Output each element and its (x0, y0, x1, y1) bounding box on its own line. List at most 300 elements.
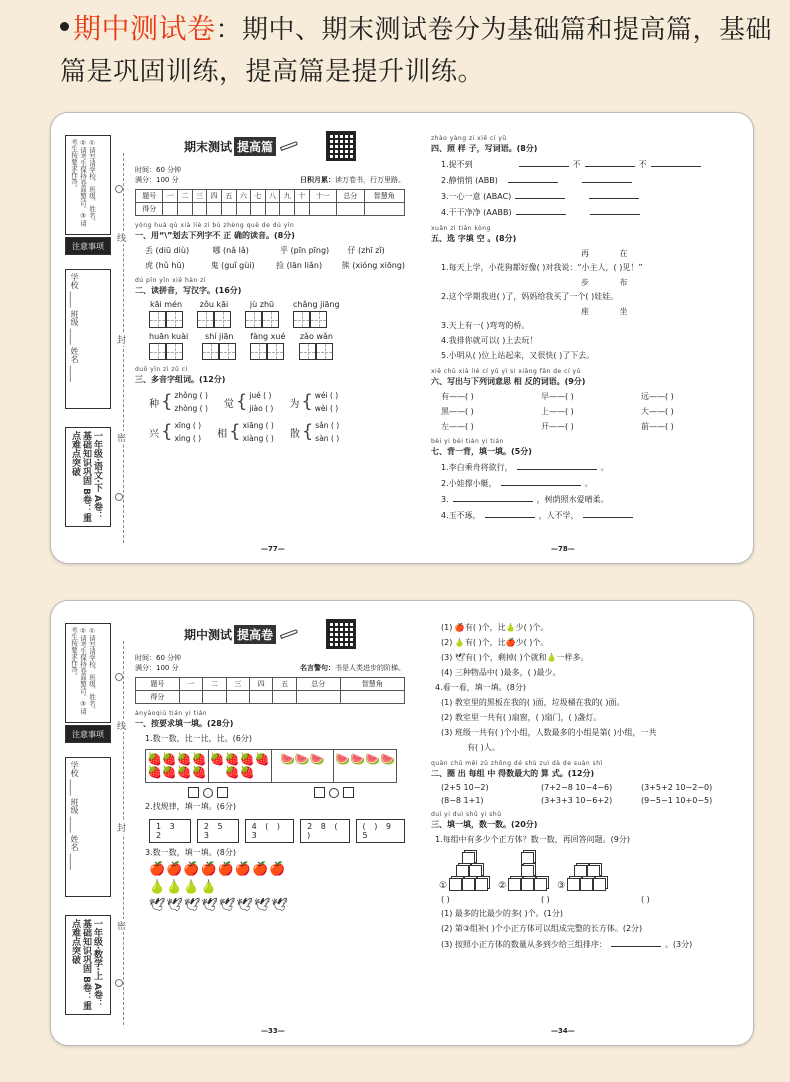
fill-sentence[interactable]: 1.每天上学，小花狗都好像( )对我说：“小主人，( )见！” (441, 263, 643, 272)
cube-icon (580, 878, 593, 891)
writing-box[interactable] (219, 343, 236, 360)
score-header: 题号 (136, 678, 180, 691)
binding-hole (115, 185, 123, 193)
writing-box[interactable] (262, 311, 279, 328)
cube-question-text: (3) 按照小正方体的数量从多到少给三组排序： (441, 940, 607, 949)
antonym-row (441, 391, 731, 402)
notes-title: 注意事项 (65, 725, 111, 743)
answer-box[interactable] (217, 787, 228, 798)
section-pinyin: duō yīn zì zǔ cí (135, 366, 188, 373)
look-answer[interactable]: 有( )人。 (467, 743, 500, 752)
compare-circle[interactable] (203, 788, 213, 798)
score-header: 四 (207, 190, 222, 203)
reading-row (145, 245, 405, 256)
section-2-title: 二、圈 出 每组 中 得数最大的 算 式。(12分) (431, 769, 595, 778)
score-cell[interactable] (296, 691, 340, 704)
score-cell[interactable] (364, 203, 404, 216)
fruit-cell (146, 750, 209, 782)
equation-group[interactable]: (9−5−1 10+0−5) (641, 796, 713, 805)
score-header: 五 (221, 190, 236, 203)
apple-icon: 🍎🍎🍎🍎🍎🍎🍎🍎 (149, 862, 287, 877)
score-header: 五 (273, 678, 296, 691)
student-fields: 学校 ____ 班级 ____ 姓名 ____ (70, 761, 79, 870)
count-answer[interactable]: (3) 🕊有( )个，剩掉( )个就和🍐一样多。 (441, 653, 589, 662)
imitate-hint: 不 (572, 160, 581, 169)
score-header: 一 (163, 190, 178, 203)
headline-text: ：期中、期末测试卷分为基础篇和提高篇，基础篇是巩固训练，提高篇是提升训练。 (60, 15, 773, 87)
pattern-box[interactable]: 4 ( ) 3 (245, 819, 294, 843)
brace-icon: { (301, 421, 314, 442)
score-table (135, 677, 405, 704)
section-pinyin: yòng huà qù xià liè zì bù zhèng què de dú yīn (135, 222, 295, 229)
answer-box[interactable] (314, 787, 325, 798)
bird-icon: 🕊🕊🕊🕊🕊🕊🕊🕊 (149, 898, 290, 913)
exam-full-score: 满分：100 分 (135, 176, 179, 184)
cube-question (441, 938, 731, 951)
equation-group[interactable]: (2+5 10−2) (441, 783, 489, 792)
antonym-item[interactable]: 远——( ) (641, 392, 674, 401)
equation-group[interactable]: (8−8 1+1) (441, 796, 484, 805)
cube-group-label: ③ (557, 881, 566, 891)
cube-icon (521, 865, 534, 878)
fruit-cell (334, 750, 396, 782)
answer-blank[interactable] (582, 174, 632, 183)
answer-blank[interactable] (585, 158, 635, 167)
answer-blank[interactable] (453, 493, 533, 502)
pattern-box[interactable]: 1 3 2 (149, 819, 191, 843)
answer-blank[interactable] (516, 206, 566, 215)
antonym-item[interactable]: 前——( ) (641, 422, 674, 431)
polyphone-char: 为 (289, 398, 300, 410)
antonym-item[interactable]: 左——( ) (441, 422, 474, 431)
pinyin-word: fàng xué (250, 332, 286, 341)
binding-hole (115, 493, 123, 501)
equation-group[interactable]: (7+2−8 10−4−6) (541, 783, 613, 792)
fill-sentence[interactable]: 3.天上有一( )弯弯的桥。 (441, 321, 530, 330)
score-cell[interactable] (309, 203, 336, 216)
antonym-row (441, 421, 731, 432)
poem-line (441, 509, 731, 522)
reading-item[interactable]: 乎 (pīn pīng) (280, 246, 330, 255)
writing-box[interactable] (310, 311, 327, 328)
writing-box[interactable] (149, 311, 166, 328)
page-77 (135, 131, 405, 445)
reading-row (145, 260, 405, 271)
writing-box[interactable] (149, 343, 166, 360)
compare-answers (145, 783, 397, 798)
score-cell[interactable] (236, 203, 251, 216)
notes-box (65, 623, 111, 723)
student-info-box (65, 269, 111, 409)
score-row-label: 得分 (136, 203, 163, 216)
pinyin-row (149, 300, 405, 328)
student-info-box (65, 757, 111, 897)
imitate-hint: 不 (638, 160, 647, 169)
motto-text: 书是人类进步的阶梯。 (335, 664, 405, 672)
score-cell[interactable] (265, 203, 280, 216)
answer-blank[interactable] (519, 158, 569, 167)
qr-code-icon (326, 619, 356, 649)
section-2-title: 二、读拼音，写汉字。(16分) (135, 286, 242, 295)
cube-answer[interactable]: ( ) (541, 895, 550, 904)
score-header: 总分 (337, 190, 364, 203)
look-answer[interactable]: (3) 班级一共有( )个小组，人数最多的小组是第( )小组，一共 (441, 728, 657, 737)
score-cell[interactable] (221, 203, 236, 216)
section-6-title: 六、写出与下列词意思 相 反的词语。(9分) (431, 377, 586, 386)
score-header: 总分 (296, 678, 340, 691)
polyphone-reading[interactable]: xīng ( ) (174, 421, 202, 430)
polyphone-reading[interactable]: wéi ( ) (314, 391, 339, 400)
count-answer[interactable]: (2) 🍐有( )个，比🍎少( )个。 (441, 638, 549, 647)
writing-box[interactable] (293, 311, 310, 328)
cube-group-label: ① (439, 881, 448, 891)
polyphone-char: 种 (149, 398, 159, 410)
section-1-title: 一、按要求填一填。(28分) (135, 719, 234, 728)
page-number: —77— (261, 545, 285, 553)
polyphone-char: 觉 (223, 398, 234, 410)
writing-box[interactable] (299, 343, 316, 360)
equation-group[interactable]: (3+3+3 10−6+2) (541, 796, 613, 805)
score-header: 智慧角 (340, 678, 404, 691)
pattern-box[interactable]: 2 8 ( ) (300, 819, 349, 843)
score-cell[interactable] (192, 203, 207, 216)
exam-sheet-final (50, 112, 754, 564)
cut-label: 线 (117, 719, 126, 732)
book-info: 一年级·数学·上 A卷：基础知识巩固 B卷：重点难点突破 (70, 919, 102, 1010)
answer-blank[interactable] (508, 174, 558, 183)
section-3-title: 三、填一填，数一数。(20分) (431, 820, 538, 829)
writing-box[interactable] (202, 343, 219, 360)
motto (300, 175, 405, 185)
fruit-cell (272, 750, 335, 782)
title-tag: 提高篇 (234, 137, 276, 156)
pear-icon: 🍐🍐🍐🍐 (149, 880, 218, 895)
cube-answer[interactable]: ( ) (441, 895, 450, 904)
look-answer[interactable]: (1) 教室里的黑板在我的( )面，垃圾桶在我的( )面。 (441, 698, 625, 707)
question-cubes: 1.每组中有多少个正方体？数一数，再回答问题。(9分) (435, 835, 630, 844)
fruit-compare-grid (145, 749, 397, 783)
title-main: 期中测试 (183, 627, 232, 642)
binding-hole (115, 673, 123, 681)
page-78 (431, 131, 731, 525)
cut-label: 密 (117, 431, 126, 444)
section-pinyin: bèi yi bèi tián yi tián (431, 438, 504, 445)
writing-box[interactable] (250, 343, 267, 360)
reading-item[interactable]: 丢 (diū diù) (145, 246, 190, 255)
bullet-dot (60, 22, 69, 31)
count-answer[interactable]: (4) 三种物品中( )最多，( )最少。 (441, 668, 561, 677)
answer-blank[interactable] (485, 509, 535, 518)
headline-key: 期中测试卷 (73, 12, 216, 45)
cube-icon (469, 865, 482, 878)
poem-line (441, 461, 731, 474)
cube-question[interactable]: (1) 最多的比最少的多( )个。(1分) (441, 909, 563, 918)
writing-box[interactable] (267, 343, 284, 360)
count-answer[interactable]: (1) 🍎有( )个，比🍐少( )个。 (441, 623, 549, 632)
answer-box[interactable] (188, 787, 199, 798)
book-info: 一年级·语文·下 A卷：基础知识巩固 B卷：重点难点突破 (70, 431, 102, 522)
exam-sheet-midterm (50, 600, 754, 1046)
pencil-icon (280, 629, 298, 639)
score-cell[interactable] (207, 203, 222, 216)
polyphone-char: 相 (217, 428, 228, 440)
writing-box[interactable] (245, 311, 262, 328)
brace-icon: { (229, 421, 241, 442)
score-cell[interactable] (337, 203, 364, 216)
section-pinyin: zhào yàng zi xiě cí yǔ (431, 135, 507, 142)
cut-label: 密 (117, 919, 126, 932)
score-cell[interactable] (226, 691, 249, 704)
poem-tail: ，人不学， (538, 511, 579, 520)
score-header: 二 (178, 190, 193, 203)
section-pinyin: ànyāoqiú tián yi tián (135, 710, 208, 717)
score-cell[interactable] (295, 203, 310, 216)
binding-hole (115, 979, 123, 987)
pencil-icon (280, 141, 298, 151)
polyphone-reading[interactable]: zhòng ( ) (174, 404, 208, 413)
imitate-prompt: 4.干干净净 (AABB) (441, 208, 512, 217)
brace-icon: { (161, 421, 173, 442)
answer-blank[interactable] (589, 190, 639, 199)
score-cell[interactable] (251, 203, 266, 216)
score-header: 三 (226, 678, 249, 691)
section-4-title: 四、照 样 子，写词语。(8分) (431, 144, 538, 153)
antonym-item[interactable]: 开——( ) (541, 422, 574, 431)
section-pinyin: dú pīn yīn xiě hàn zì (135, 277, 206, 284)
binding-strip (65, 127, 115, 549)
fill-sentence[interactable]: 5.小明从( )位上站起来，又很快( )了下去。 (441, 351, 595, 360)
score-cell[interactable] (203, 691, 226, 704)
imitate-item (441, 190, 731, 203)
cube-groups (439, 852, 731, 891)
section-3-title: 三、多音字组词。(12分) (135, 375, 226, 384)
motto-label: 名言警句： (300, 664, 335, 672)
writing-box[interactable] (316, 343, 333, 360)
pinyin-word: zǒu kāi (199, 300, 229, 309)
page-33 (135, 619, 405, 914)
imitate-prompt: 3.一心一意 (ABAC) (441, 192, 512, 201)
answer-box[interactable] (343, 787, 354, 798)
fill-sentence[interactable]: 4.我排你就可以( )上去玩！ (441, 336, 538, 345)
motto (300, 663, 405, 673)
writing-box[interactable] (166, 311, 183, 328)
poem-tail: 。 (584, 479, 593, 488)
look-answer[interactable]: (2) 教室里一共有( )扇窗，( )扇门，( )盏灯。 (441, 713, 602, 722)
question-3: 3.数一数，填一填。(8分) (145, 848, 236, 857)
equation-row (441, 783, 731, 792)
notes-box (65, 135, 111, 235)
page-34 (431, 619, 731, 954)
cube-icon (449, 878, 462, 891)
imitate-prompt: 2.静悄悄 (ABB) (441, 176, 498, 185)
score-header: 十 (295, 190, 310, 203)
cube-icon (534, 878, 547, 891)
question-4: 4.看一看，填一填。(8分) (435, 683, 526, 692)
pinyin-word: kāi mén (149, 300, 183, 309)
polyphone-char: 散 (289, 428, 300, 440)
exam-full-score: 满分：100 分 (135, 664, 179, 672)
section-pinyin: duì yi duì shǔ yi shǔ (431, 811, 502, 818)
score-cell[interactable] (163, 203, 178, 216)
answer-blank[interactable] (501, 477, 581, 486)
fill-sentence[interactable]: 2.这个学期我进( )了，妈妈给我买了一个( )娃娃。 (441, 292, 619, 301)
reading-item[interactable]: 虎 (hǔ hū) (145, 261, 185, 270)
imitate-prompt: 1.捉不到 (441, 160, 473, 169)
title-tag: 提高卷 (234, 625, 276, 644)
antonym-item[interactable]: 有——( ) (441, 392, 474, 401)
polyphone-reading[interactable]: sàn ( ) (315, 434, 340, 443)
reading-item[interactable]: 哪 (nǎ lǎ) (212, 246, 249, 255)
polyphone-row (149, 389, 405, 415)
cut-label: 封 (117, 333, 126, 346)
score-header: 七 (251, 190, 266, 203)
choice-options: 步 布 (581, 278, 642, 287)
motto-label: 日积月累： (300, 176, 335, 184)
score-table (135, 189, 405, 216)
score-header: 八 (265, 190, 280, 203)
choice-options: 再 在 (581, 249, 642, 258)
answer-blank[interactable] (515, 190, 565, 199)
brace-icon: { (301, 391, 313, 412)
antonym-item[interactable]: 上——( ) (541, 407, 574, 416)
section-pinyin: xuǎn zì tián kòng (431, 225, 491, 232)
cube-icon (521, 878, 534, 891)
strawberry-icon: 🍓🍓🍓🍓🍓🍓🍓🍓 (146, 752, 207, 779)
writing-box[interactable] (214, 311, 231, 328)
polyphone-reading[interactable]: jué ( ) (249, 391, 272, 400)
score-cell[interactable] (273, 691, 296, 704)
pinyin-word: shí jiān (205, 332, 234, 341)
cube-group (439, 852, 488, 891)
pinyin-word: huān kuài (149, 332, 189, 341)
polyphone-reading[interactable]: sǎn ( ) (315, 421, 340, 430)
pinyin-row (149, 332, 405, 360)
polyphone-reading[interactable]: xiāng ( ) (242, 421, 274, 430)
exam-time: 时间：60 分钟 (135, 654, 182, 662)
score-cell[interactable] (280, 203, 295, 216)
cube-icon (574, 865, 587, 878)
cube-answer-row (441, 895, 731, 904)
cube-icon (508, 878, 521, 891)
cube-icon (475, 878, 488, 891)
section-pinyin: xiě chū xià liè cí yǔ yì si xiāng fǎn de cí yǔ (431, 368, 581, 375)
headline (60, 8, 780, 93)
watermelon-icon: 🍉🍉🍉🍉 (335, 752, 395, 766)
page-title (135, 619, 405, 649)
polyphone-reading[interactable]: xiàng ( ) (242, 434, 274, 443)
score-header: 十一 (309, 190, 336, 203)
polyphone-reading[interactable]: wèi ( ) (314, 404, 339, 413)
imitate-item (441, 158, 731, 171)
brace-icon: { (235, 391, 248, 412)
answer-blank[interactable] (583, 509, 633, 518)
answer-blank[interactable] (651, 158, 701, 167)
score-cell[interactable] (179, 691, 202, 704)
answer-blank[interactable] (517, 461, 597, 470)
writing-box[interactable] (166, 343, 183, 360)
reading-item[interactable]: 熊 (xióng xiōng) (341, 261, 406, 270)
binding-strip (65, 615, 115, 1031)
student-fields: 学校 ____ 班级 ____ 姓名 ____ (70, 273, 79, 382)
cut-line (123, 153, 124, 543)
cut-label: 线 (117, 231, 126, 244)
poem-tail: 。 (600, 463, 609, 472)
reading-item[interactable]: 捡 (lān liǎn) (276, 261, 323, 270)
cube-answer[interactable]: ( ) (641, 895, 650, 904)
exam-meta (135, 653, 405, 673)
score-header: 三 (192, 190, 207, 203)
polyphone-reading[interactable]: xìng ( ) (174, 434, 202, 443)
answer-blank[interactable] (611, 938, 661, 947)
exam-time: 时间：60 分钟 (135, 166, 182, 174)
motto-text: 读万卷书，行万里路。 (335, 176, 405, 184)
poem-prompt: 4.玉不琢， (441, 511, 481, 520)
section-pinyin: quān chū měi zǔ zhōng dé shù zuì dà de suàn shì (431, 760, 603, 767)
score-cell[interactable] (178, 203, 193, 216)
polyphone-reading[interactable]: jiào ( ) (249, 404, 274, 413)
cube-group (498, 852, 547, 891)
cube-question-tail: 。(3分) (664, 940, 693, 949)
poem-tail: ，树荫照水爱晴柔。 (536, 495, 609, 504)
cube-group-label: ② (498, 881, 507, 891)
notes-text: ①请写清学校、班级、姓名。②请考生保持卷面整洁。③请考生按要求作答。 (70, 627, 96, 715)
score-header: 九 (280, 190, 295, 203)
equation-row (441, 796, 731, 805)
polyphone-reading[interactable]: zhǒng ( ) (174, 391, 208, 400)
cube-icon (462, 852, 475, 865)
answer-blank[interactable] (590, 206, 640, 215)
writing-box[interactable] (197, 311, 214, 328)
exam-meta (135, 165, 405, 185)
score-header: 一 (179, 678, 202, 691)
score-cell[interactable] (250, 691, 273, 704)
antonym-item[interactable]: 黑——( ) (441, 407, 474, 416)
equation-group[interactable]: (3+5+2 10−2−0) (641, 783, 713, 792)
cube-icon (462, 878, 475, 891)
page-number: —34— (551, 1027, 575, 1035)
qr-code-icon (326, 131, 356, 161)
score-row-label: 得分 (136, 691, 180, 704)
cube-icon (456, 865, 469, 878)
cube-icon (593, 878, 606, 891)
pattern-boxes (149, 819, 405, 843)
choice-options: 座 坐 (581, 307, 642, 316)
antonym-item[interactable]: 大——( ) (641, 407, 674, 416)
score-header: 题号 (136, 190, 163, 203)
question-2: 2.找规律，填一填。(6分) (145, 802, 236, 811)
section-5-title: 五、选 字填 空 。(8分) (431, 234, 517, 243)
pattern-box[interactable]: ( ) 9 5 (356, 819, 405, 843)
reading-item[interactable]: 仔 (zhī zǐ) (347, 246, 385, 255)
score-header: 四 (250, 678, 273, 691)
fruit-cell (209, 750, 272, 782)
score-header: 智慧角 (364, 190, 404, 203)
compare-circle[interactable] (329, 788, 339, 798)
score-header: 六 (236, 190, 251, 203)
reading-item[interactable]: 鬼 (guǐ gùi) (210, 261, 255, 270)
section-1-title: 一、用“\”划去下列字不 正 确的读音。(8分) (135, 231, 295, 240)
polyphone-row (149, 419, 405, 445)
cube-question[interactable]: (2) 第③组补( )个小正方体可以组成完整的长方体。(2分) (441, 924, 643, 933)
poem-prompt: 2.小娃撑小艇， (441, 479, 497, 488)
pinyin-word: chǎng jiāng (293, 300, 340, 309)
cube-group (557, 865, 606, 891)
antonym-item[interactable]: 早——( ) (541, 392, 574, 401)
pattern-box[interactable]: 2 5 3 (197, 819, 239, 843)
score-cell[interactable] (340, 691, 404, 704)
brace-icon: { (161, 391, 173, 412)
page-number: —33— (261, 1027, 285, 1035)
